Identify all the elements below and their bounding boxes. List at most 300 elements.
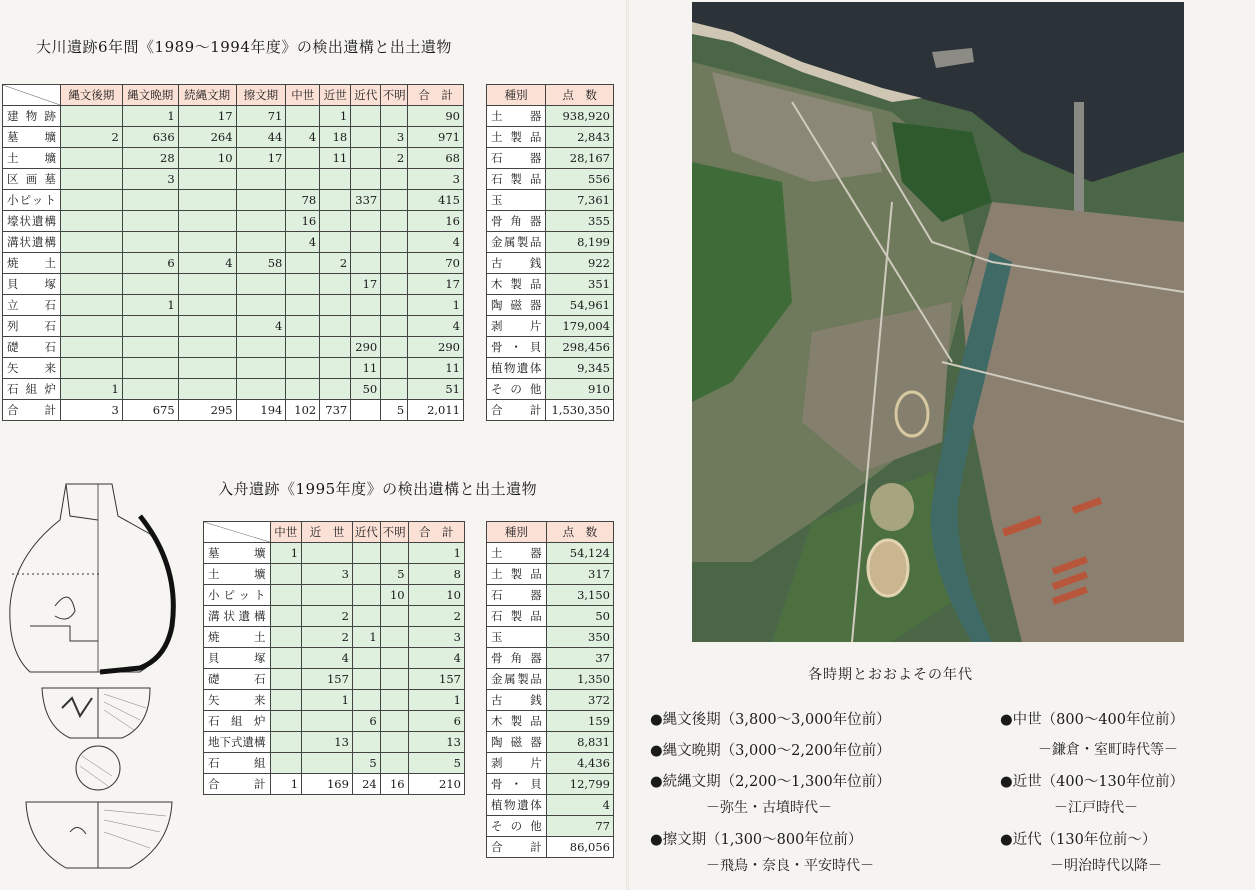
item-label: 植物遺体: [487, 795, 547, 816]
table-cell: 6: [352, 711, 380, 732]
item-label: 土器: [487, 106, 546, 127]
table-cell: [122, 190, 178, 211]
total-cell: 194: [236, 400, 286, 421]
item-label: 石製品: [487, 606, 547, 627]
table-cell: 10: [380, 585, 408, 606]
table-cell: [236, 379, 286, 400]
table-row: [3, 169, 464, 190]
row-header: 溝状遺構: [3, 232, 61, 253]
item-label: 玉: [487, 190, 546, 211]
table-row: [487, 358, 614, 379]
table-cell: [236, 295, 286, 316]
row-header: 焼土: [3, 253, 61, 274]
table-cell: [270, 753, 302, 774]
item-label: 土製品: [487, 564, 547, 585]
era-early-modern-sub: －江戸時代－: [1054, 800, 1138, 816]
header-row: [487, 85, 614, 106]
table-cell: [351, 316, 381, 337]
item-count: 37: [546, 648, 613, 669]
table-cell: 3: [122, 169, 178, 190]
column-header: 合 計: [408, 85, 464, 106]
table-cell: 1: [408, 543, 464, 564]
column-header: 合 計: [408, 522, 464, 543]
item-label: 剥片: [487, 753, 547, 774]
total-cell: 3: [60, 400, 122, 421]
row-header: 石組: [204, 753, 271, 774]
table-cell: [122, 337, 178, 358]
pottery-drawings: [0, 476, 200, 890]
header-row: [487, 522, 614, 543]
table-cell: [352, 690, 380, 711]
table-row: [487, 774, 614, 795]
table-row: [487, 795, 614, 816]
table-cell: [320, 295, 351, 316]
table-cell: [270, 669, 302, 690]
table-cell: [178, 274, 236, 295]
column-header: 近代: [351, 85, 381, 106]
table-cell: 16: [286, 211, 320, 232]
item-count: 4: [546, 795, 613, 816]
total-cell: 24: [352, 774, 380, 795]
item-label: 古銭: [487, 253, 546, 274]
era-modern-sub: －明治時代以降－: [1050, 858, 1162, 874]
item-label: 金属製品: [487, 232, 546, 253]
table-cell: 10: [408, 585, 464, 606]
table-cell: [60, 148, 122, 169]
table-cell: [178, 337, 236, 358]
table-cell: [122, 274, 178, 295]
item-count: 2,843: [546, 127, 614, 148]
total-cell: 2,011: [408, 400, 464, 421]
table-cell: [351, 295, 381, 316]
table-row: [3, 232, 464, 253]
table-cell: 157: [302, 669, 353, 690]
era-modern: ●近代（130年位前～）: [1000, 832, 1157, 848]
table-cell: 1: [408, 690, 464, 711]
table-row: [487, 606, 614, 627]
table-row: [204, 669, 465, 690]
table-row: [487, 816, 614, 837]
table-cell: [320, 358, 351, 379]
table-cell: [381, 295, 408, 316]
eras-title: 各時期とおおよその年代: [808, 667, 973, 683]
table-cell: 13: [408, 732, 464, 753]
table-row: [487, 564, 614, 585]
table-cell: [60, 211, 122, 232]
row-header: 焼土: [204, 627, 271, 648]
table-cell: 4: [408, 232, 464, 253]
table-cell: 4: [178, 253, 236, 274]
irifune-features-table: [203, 521, 465, 795]
table-cell: 5: [352, 753, 380, 774]
total-cell: 1: [270, 774, 302, 795]
item-label: 剥片: [487, 316, 546, 337]
table-cell: [270, 627, 302, 648]
table-cell: [286, 337, 320, 358]
table-cell: 2: [320, 253, 351, 274]
row-header: 礎石: [204, 669, 271, 690]
table-cell: 18: [320, 127, 351, 148]
total-label: 合 計: [3, 400, 61, 421]
item-count: 351: [546, 274, 614, 295]
row-header: 石組炉: [204, 711, 271, 732]
table-cell: 1: [122, 106, 178, 127]
table-cell: [178, 211, 236, 232]
table-row: [487, 711, 614, 732]
table-row: [204, 690, 465, 711]
table-row: [3, 358, 464, 379]
table-cell: [320, 232, 351, 253]
table-row: [3, 274, 464, 295]
table-cell: [352, 606, 380, 627]
table-cell: [236, 190, 286, 211]
table-cell: [380, 669, 408, 690]
column-header: 擦文期: [236, 85, 286, 106]
table-cell: 157: [408, 669, 464, 690]
table-cell: [380, 690, 408, 711]
total-count: 1,530,350: [546, 400, 614, 421]
table-row: [204, 732, 465, 753]
table-row: [487, 732, 614, 753]
item-count: 54,124: [546, 543, 613, 564]
table-cell: [320, 316, 351, 337]
item-count: 8,199: [546, 232, 614, 253]
column-header: 近代: [352, 522, 380, 543]
total-cell: 210: [408, 774, 464, 795]
table-row: [487, 253, 614, 274]
column-header: 種別: [487, 522, 547, 543]
item-count: 350: [546, 627, 613, 648]
item-label: 陶磁器: [487, 295, 546, 316]
table-cell: [352, 543, 380, 564]
table-cell: [122, 211, 178, 232]
table-row: [204, 564, 465, 585]
table-cell: [286, 295, 320, 316]
table-cell: [178, 190, 236, 211]
column-header: 中世: [286, 85, 320, 106]
table-cell: [122, 316, 178, 337]
table-cell: [351, 232, 381, 253]
table-cell: 17: [351, 274, 381, 295]
table-cell: 50: [351, 379, 381, 400]
row-header: 列石: [3, 316, 61, 337]
table-cell: 58: [236, 253, 286, 274]
column-header: 不明: [380, 522, 408, 543]
table-cell: 2: [408, 606, 464, 627]
table-cell: [236, 169, 286, 190]
table-cell: 6: [408, 711, 464, 732]
table-cell: 8: [408, 564, 464, 585]
table-cell: 4: [302, 648, 353, 669]
row-header: 貝塚: [3, 274, 61, 295]
item-count: 910: [546, 379, 614, 400]
table-cell: [320, 274, 351, 295]
era-epi-jomon: ●続縄文期（2,200～1,300年位前）: [650, 774, 891, 790]
era-jomon-final: ●縄文晩期（3,000～2,200年位前）: [650, 743, 891, 759]
item-label: 骨角器: [487, 211, 546, 232]
table-cell: 71: [236, 106, 286, 127]
table-row: [487, 127, 614, 148]
table-cell: [380, 648, 408, 669]
table-cell: [286, 106, 320, 127]
table-row: [487, 274, 614, 295]
table-cell: [286, 274, 320, 295]
era-epi-jomon-sub: －弥生・古墳時代－: [706, 800, 832, 816]
row-header: 溝状遺構: [204, 606, 271, 627]
table-row: [487, 106, 614, 127]
table-row: [3, 253, 464, 274]
item-label: 金属製品: [487, 669, 547, 690]
table-row: [487, 169, 614, 190]
table-cell: 13: [302, 732, 353, 753]
table-cell: 10: [178, 148, 236, 169]
item-count: 355: [546, 211, 614, 232]
aerial-photo: [692, 2, 1184, 642]
era-satsumon: ●擦文期（1,300～800年位前）: [650, 832, 863, 848]
table-cell: 51: [408, 379, 464, 400]
table-row: [487, 648, 614, 669]
table-cell: [270, 585, 302, 606]
table-cell: [380, 753, 408, 774]
table-cell: [178, 358, 236, 379]
table-cell: 16: [408, 211, 464, 232]
table-cell: [60, 274, 122, 295]
table-cell: [351, 106, 381, 127]
total-cell: 102: [286, 400, 320, 421]
table-cell: [286, 169, 320, 190]
table-row: [487, 543, 614, 564]
table-cell: [320, 169, 351, 190]
item-label: 土器: [487, 543, 547, 564]
table-cell: [352, 669, 380, 690]
table-row: [487, 669, 614, 690]
okawa-features-table: [2, 84, 464, 421]
table-row: [487, 232, 614, 253]
table-cell: [236, 274, 286, 295]
table-cell: [270, 648, 302, 669]
item-label: 石器: [487, 148, 546, 169]
item-label: 木製品: [487, 274, 546, 295]
table-cell: 4: [286, 232, 320, 253]
table-row: [3, 148, 464, 169]
item-label: その他: [487, 816, 547, 837]
item-label: 古銭: [487, 690, 547, 711]
table-cell: [60, 295, 122, 316]
table-cell: [381, 106, 408, 127]
item-count: 12,799: [546, 774, 613, 795]
table-cell: [381, 358, 408, 379]
row-header: 石組炉: [3, 379, 61, 400]
column-header: 点 数: [546, 85, 614, 106]
table-cell: [236, 232, 286, 253]
table-cell: 290: [408, 337, 464, 358]
era-medieval: ●中世（800～400年位前）: [1000, 712, 1185, 728]
row-header: 貝塚: [204, 648, 271, 669]
table-cell: [122, 232, 178, 253]
item-count: 8,831: [546, 732, 613, 753]
era-satsumon-sub: －飛鳥・奈良・平安時代－: [706, 858, 874, 874]
item-count: 50: [546, 606, 613, 627]
table-cell: 1: [270, 543, 302, 564]
item-count: 159: [546, 711, 613, 732]
table-cell: [381, 379, 408, 400]
table-cell: [178, 379, 236, 400]
table-cell: [122, 358, 178, 379]
table-row: [204, 627, 465, 648]
corner-cell: [3, 85, 61, 106]
table-row: [204, 543, 465, 564]
table-cell: [286, 148, 320, 169]
table-cell: [351, 148, 381, 169]
table-cell: 337: [351, 190, 381, 211]
table-cell: [352, 564, 380, 585]
era-jomon-late: ●縄文後期（3,800～3,000年位前）: [650, 712, 891, 728]
table-row: [3, 211, 464, 232]
table-row: [487, 190, 614, 211]
table-cell: [352, 648, 380, 669]
table-cell: [60, 253, 122, 274]
column-header: 近 世: [302, 522, 353, 543]
table-row: [3, 379, 464, 400]
table-cell: 2: [302, 606, 353, 627]
page-fold: [626, 0, 629, 890]
item-count: 317: [546, 564, 613, 585]
total-row: [3, 400, 464, 421]
table-row: [3, 337, 464, 358]
table-cell: 3: [408, 627, 464, 648]
table-cell: 3: [381, 127, 408, 148]
table-cell: [178, 316, 236, 337]
table-cell: 4: [286, 127, 320, 148]
table-cell: [60, 190, 122, 211]
column-header: 不明: [381, 85, 408, 106]
item-count: 54,961: [546, 295, 614, 316]
table-cell: 70: [408, 253, 464, 274]
table-cell: [178, 295, 236, 316]
item-count: 77: [546, 816, 613, 837]
item-count: 3,150: [546, 585, 613, 606]
table-cell: [236, 211, 286, 232]
item-label: 骨角器: [487, 648, 547, 669]
column-header: 近世: [320, 85, 351, 106]
row-header: 地下式遺構: [204, 732, 271, 753]
item-label: 陶磁器: [487, 732, 547, 753]
table-cell: 11: [351, 358, 381, 379]
table-cell: [380, 711, 408, 732]
table-cell: 1: [320, 106, 351, 127]
total-cell: 295: [178, 400, 236, 421]
total-count: 86,056: [546, 837, 613, 858]
item-count: 372: [546, 690, 613, 711]
table-cell: [380, 543, 408, 564]
table-cell: [320, 379, 351, 400]
table-cell: [351, 253, 381, 274]
table-cell: 4: [408, 648, 464, 669]
item-label: 骨・貝: [487, 774, 547, 795]
table-cell: 5: [408, 753, 464, 774]
table-cell: [351, 169, 381, 190]
table-cell: [60, 232, 122, 253]
table-cell: [122, 379, 178, 400]
table-cell: [320, 190, 351, 211]
table-cell: 28: [122, 148, 178, 169]
era-early-modern: ●近世（400～130年位前）: [1000, 774, 1185, 790]
table-cell: [236, 337, 286, 358]
table-cell: [270, 690, 302, 711]
table-cell: 11: [320, 148, 351, 169]
table-cell: [380, 732, 408, 753]
table-cell: [302, 543, 353, 564]
table-cell: 2: [302, 627, 353, 648]
row-header: 墓壙: [204, 543, 271, 564]
table-row: [3, 127, 464, 148]
table-cell: [351, 211, 381, 232]
item-count: 7,361: [546, 190, 614, 211]
table-row: [204, 711, 465, 732]
table-cell: 636: [122, 127, 178, 148]
table-row: [204, 585, 465, 606]
item-label: 骨・貝: [487, 337, 546, 358]
row-header: 建物跡: [3, 106, 61, 127]
table-cell: [352, 585, 380, 606]
table-cell: 264: [178, 127, 236, 148]
row-header: 矢来: [204, 690, 271, 711]
table-cell: [270, 606, 302, 627]
table-cell: 68: [408, 148, 464, 169]
table-cell: 5: [380, 564, 408, 585]
table-row: [487, 627, 614, 648]
item-count: 298,456: [546, 337, 614, 358]
okawa-items-table: [486, 84, 614, 421]
total-cell: 169: [302, 774, 353, 795]
table-cell: [352, 732, 380, 753]
okawa-title: 大川遺跡6年間《1989～1994年度》の検出遺構と出土遺物: [36, 38, 452, 56]
table-cell: [351, 127, 381, 148]
irifune-items-table: [486, 521, 614, 858]
item-label: 土製品: [487, 127, 546, 148]
table-row: [487, 211, 614, 232]
table-row: [487, 148, 614, 169]
irifune-title: 入舟遺跡《1995年度》の検出遺構と出土遺物: [218, 480, 538, 498]
table-cell: [178, 169, 236, 190]
table-cell: [302, 753, 353, 774]
item-count: 1,350: [546, 669, 613, 690]
table-cell: 290: [351, 337, 381, 358]
table-cell: [380, 606, 408, 627]
item-count: 938,920: [546, 106, 614, 127]
table-cell: [381, 211, 408, 232]
table-cell: [286, 253, 320, 274]
table-cell: 1: [302, 690, 353, 711]
table-cell: 90: [408, 106, 464, 127]
table-row: [487, 585, 614, 606]
table-cell: [60, 358, 122, 379]
table-cell: 11: [408, 358, 464, 379]
total-row: [487, 400, 614, 421]
table-cell: [302, 711, 353, 732]
total-row: [204, 774, 465, 795]
table-cell: 1: [60, 379, 122, 400]
row-header: 壕状遺構: [3, 211, 61, 232]
total-cell: 675: [122, 400, 178, 421]
table-row: [3, 106, 464, 127]
total-cell: [351, 400, 381, 421]
total-cell: 5: [381, 400, 408, 421]
table-cell: [380, 627, 408, 648]
table-cell: 2: [381, 148, 408, 169]
row-header: 礎石: [3, 337, 61, 358]
row-header: 立石: [3, 295, 61, 316]
